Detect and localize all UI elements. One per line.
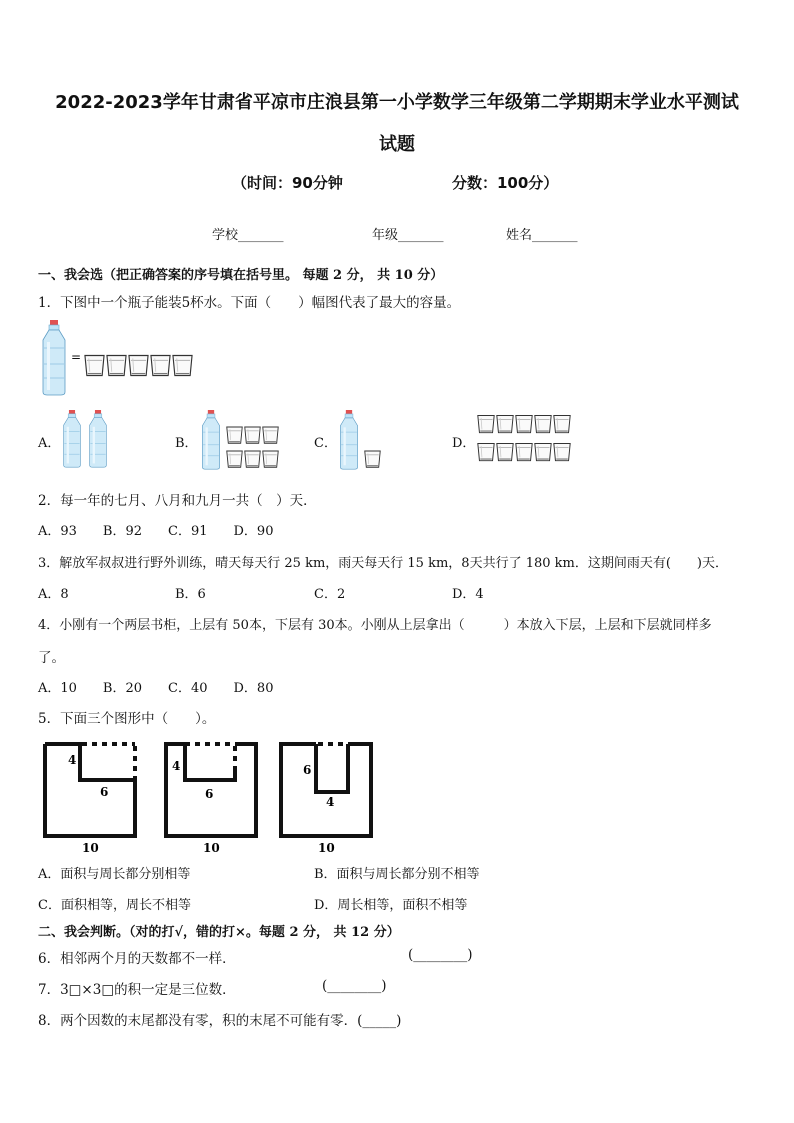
section-heading: 二、我会判断。（对的打√，错的打×。每题 2 分， 共 12 分） [38,925,400,940]
q5-option-a: A．面积与周长都分别相等 [38,867,191,882]
q7-answer-blank[interactable]: (________) [322,978,387,994]
q2-options: A．93 B．92 C．91 D．90 [38,524,274,539]
cup-icon [477,414,495,435]
bottom-label: 10 [82,841,99,855]
water-bottle-icon [336,410,362,470]
q1-option-d-figure [477,414,577,468]
question-3: 3．解放军叔叔进行野外训练，晴天每天行 25 km，雨天每天行 15 km，8天共行了 180 km．这期间雨天有( )天． [38,556,728,571]
cup-icon [172,354,193,378]
cup-icon [534,414,552,435]
page-title-continued: 试题 [379,134,415,155]
cup-icon [262,426,279,445]
cup-icon [496,414,514,435]
q6-answer-blank[interactable]: (________) [408,947,473,963]
q5-option-c: C．面积相等，周长不相等 [38,898,191,913]
page-title: 2022-2023学年甘肃省平凉市庄浪县第一小学数学三年级第二学期期末学业水平测试 [55,92,739,113]
exam-time: （时间：90分钟 [232,174,343,192]
notch-shape-figure [161,740,261,855]
cup-icon [534,442,552,463]
q5-option-b: B．面积与周长都分别不相等 [314,867,480,882]
grade-field: 年级_______ [372,228,444,243]
q1-option-a-label: A． [38,436,61,451]
q1-option-c-label: C． [314,436,337,451]
cup-icon [262,450,279,469]
q5-figure-1 [40,740,140,855]
cup-icon [477,442,495,463]
question-1: 1．下图中一个瓶子能装5杯水。下面（ ）幅图代表了最大的容量。 [38,295,461,311]
cup-icon [150,354,171,378]
cup-icon [226,426,243,445]
question-2: 2．每一年的七月、八月和九月一共（ ）天． [38,493,317,509]
bottom-label: 10 [203,841,220,855]
question-5: 5．下面三个图形中（ ）。 [38,711,216,727]
question-4-continued: 了。 [38,650,65,666]
cup-icon [244,450,261,469]
cup-icon [496,442,514,463]
cup-icon [553,414,571,435]
section-heading: 一、我会选（把正确答案的序号填在括号里。 每题 2 分， 共 10 分） [38,268,444,283]
question-8: 8．两个因数的末尾都没有零，积的末尾不可能有零．(_____) [38,1013,402,1029]
cup-icon [553,442,571,463]
cup-icon [244,426,261,445]
q3-option-b: B．6 [175,587,206,602]
question-4: 4．小刚有一个两层书柜，上层有 50本，下层有 30本。小刚从上层拿出（ ）本放入下层，上层和下层就同样多 [38,618,712,633]
question-6: 6．相邻两个月的天数都不一样． [38,951,236,967]
exam-score: 分数：100分） [452,174,559,192]
side-label: 4 [68,753,77,767]
inner-label: 6 [205,787,214,801]
q3-option-a: A．8 [38,587,69,602]
q3-option-c: C．2 [314,587,346,602]
q1-option-b-figure [198,410,288,470]
q4-options: A．10 B．20 C．40 D．80 [38,681,274,696]
school-field: 学校_______ [212,228,284,243]
water-bottle-icon [86,410,110,468]
inner-label: 6 [100,785,109,799]
l-shape-figure [40,740,140,855]
q1-option-a-figure [60,410,120,470]
u-shape-figure [276,740,376,855]
q3-option-d: D．4 [452,587,484,602]
q1-option-c-figure [336,410,396,470]
bottom-label: 10 [318,841,335,855]
q1-option-d-label: D． [452,436,476,451]
water-bottle-icon [60,410,84,468]
side-label: 4 [172,759,181,773]
inner-label: 4 [326,795,335,809]
q5-figure-3 [276,740,376,855]
q5-option-d: D．周长相等，面积不相等 [314,898,468,913]
side-label: 6 [303,763,312,777]
cup-icon [84,354,105,378]
water-bottle-icon [38,320,70,396]
water-bottle-icon [198,410,224,470]
cup-icon [106,354,127,378]
q1-reference-figure [38,320,198,400]
question-7: 7．3□×3□的积一定是三位数． [38,982,236,998]
cup-icon [515,414,533,435]
q5-figure-2 [161,740,261,855]
cup-icon [515,442,533,463]
q1-option-b-label: B． [175,436,198,451]
cup-icon [128,354,149,378]
equals-sign: = [71,350,82,364]
cup-icon [364,450,381,469]
name-field: 姓名_______ [506,228,578,243]
cup-icon [226,450,243,469]
